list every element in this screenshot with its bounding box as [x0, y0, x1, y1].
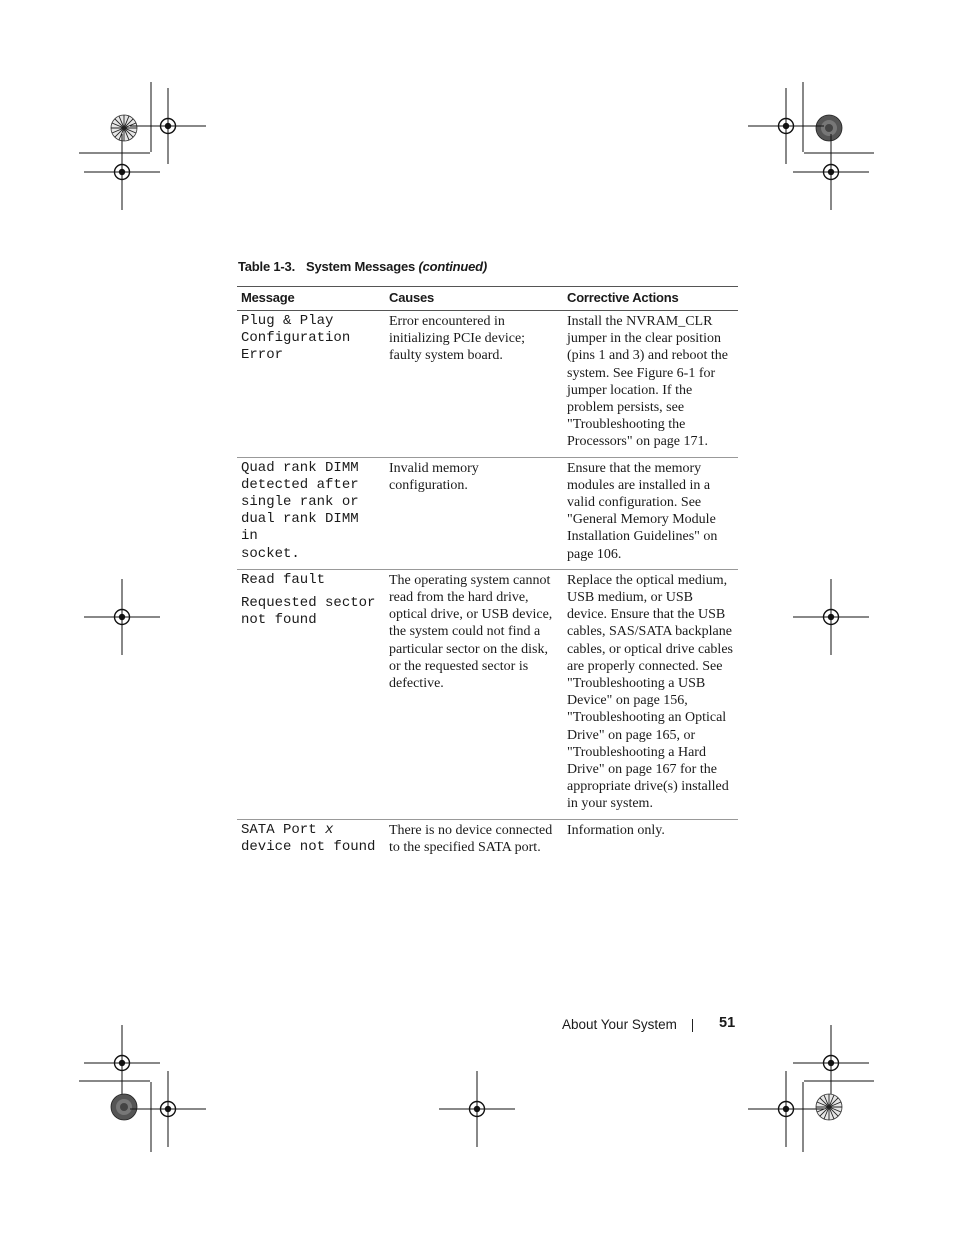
message-line: dual rank DIMM in: [241, 511, 359, 545]
message-variable: x: [325, 821, 334, 838]
table-row: [237, 311, 738, 458]
message-cell: [237, 457, 385, 569]
message-line: device not found: [241, 838, 376, 855]
message-line: Requested sector: [241, 595, 376, 612]
table-title: System Messages: [306, 259, 416, 274]
action-cell: Replace the optical medium, USB medium, or USB device. Ensure that the USB cables, SAS/SATA backplane cables, or optical drive cables are properly connected. See "Troubleshooting a USB Device" on page 156, "Troubleshooting an Optical Drive" on page 165, or "Troubleshooting a Hard Drive" on page 167 for the appropriate drive(s) installed in your system.: [563, 569, 738, 819]
table-caption: [238, 259, 487, 274]
message-line: Read fault: [241, 571, 326, 588]
message-line: not found: [241, 612, 317, 629]
action-cell: Information only.: [567, 822, 665, 838]
message-cell: [237, 569, 385, 819]
footer-divider: [692, 1019, 693, 1032]
column-header-causes: Causes: [385, 287, 563, 311]
table-row: [237, 569, 738, 819]
message-line: detected after: [241, 476, 359, 493]
column-header-corrective-actions: Corrective Actions: [563, 287, 738, 311]
message-line: Quad rank DIMM: [241, 459, 359, 476]
message-cell: [237, 819, 385, 862]
cause-cell: Error encountered in initializing PCIe device; faulty system board.: [385, 311, 563, 458]
page-number: 51: [719, 1015, 736, 1031]
action-cell: Ensure that the memory modules are installed in a valid configuration. See "General Memory Module Installation Guidelines" on page 106.: [563, 457, 738, 569]
column-header-message: Message: [237, 287, 385, 311]
table-row: [237, 457, 738, 569]
message-line: socket.: [241, 545, 300, 562]
message-text: SATA Port: [241, 821, 326, 838]
system-messages-table: [237, 286, 738, 862]
message-cell: [237, 311, 385, 458]
message-line: [241, 822, 381, 839]
table-number: Table 1-3.: [238, 259, 296, 274]
message-line: Error: [241, 347, 284, 364]
cause-cell: Invalid memory configuration.: [385, 457, 563, 569]
message-line: Configuration: [241, 330, 351, 347]
message-line: single rank or: [241, 494, 359, 511]
table-header-row: [237, 287, 738, 311]
cause-cell: The operating system cannot read from the hard drive, optical drive, or USB device, the system could not find a particular sector on the disk, or the requested sector is defective.: [385, 569, 563, 819]
action-cell: Install the NVRAM_CLR jumper in the clear position (pins 1 and 3) and reboot the system. See Figure 6-1 for jumper location. If the problem persists, see "Troubleshooting the Processors" on page 171.: [563, 311, 738, 458]
footer-section-title: About Your System: [562, 1017, 677, 1032]
table-continued-label: (continued): [418, 259, 488, 274]
cause-cell: There is no device connected to the specified SATA port.: [389, 822, 553, 855]
table-row: [237, 819, 738, 862]
message-line: Plug & Play: [241, 313, 334, 329]
